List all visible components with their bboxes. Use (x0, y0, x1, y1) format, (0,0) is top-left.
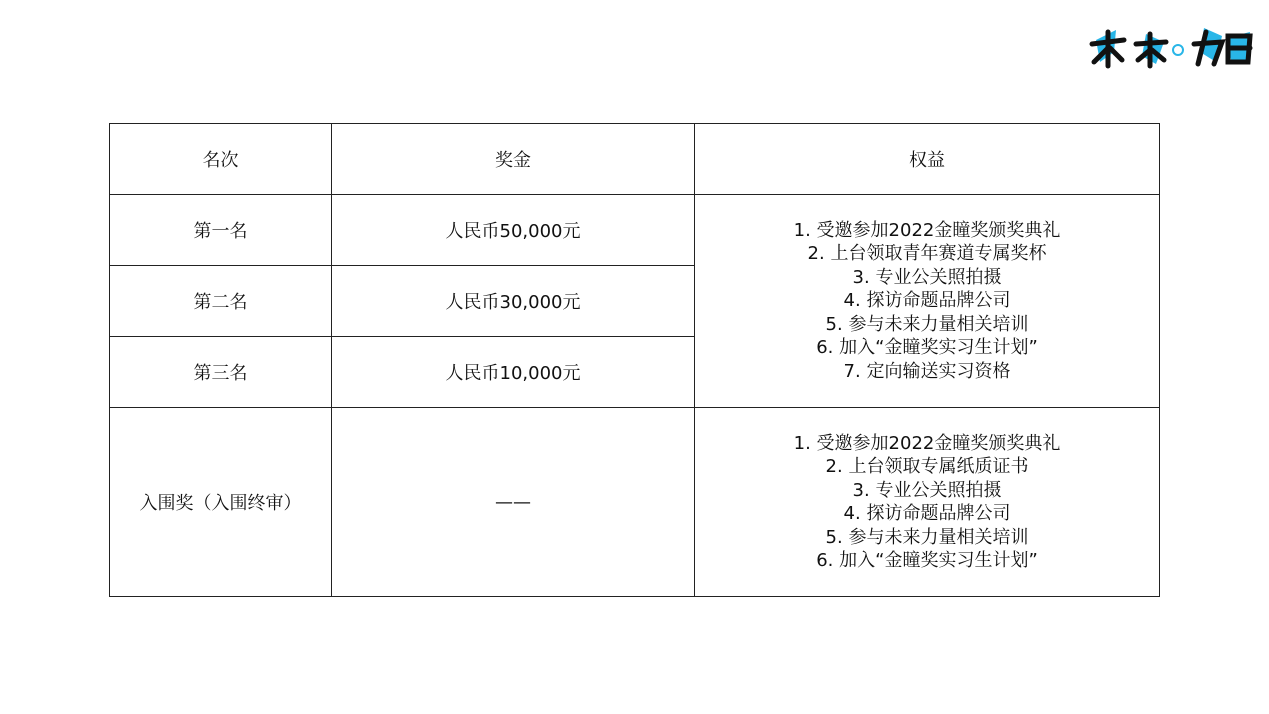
benefit-item: 1. 受邀参加2022金瞳奖颁奖典礼 (793, 432, 1061, 454)
benefit-item: 1. 受邀参加2022金瞳奖颁奖典礼 (793, 219, 1061, 241)
benefit-item: 5. 参与未来力量相关培训 (825, 526, 1029, 548)
benefit-item: 7. 定向输送实习资格 (843, 360, 1011, 382)
prize-cell: 人民币30,000元 (332, 266, 695, 337)
benefit-item: 2. 上台领取专属纸质证书 (825, 456, 1029, 477)
benefit-item: 3. 专业公关照拍摄 (852, 479, 1002, 501)
benefit-item: 6. 加入“金瞳奖实习生计划” (816, 337, 1038, 359)
prize-cell (332, 408, 695, 597)
logo-graphic (1086, 22, 1256, 72)
benefit-item: 6. 加入“金瞳奖实习生计划” (816, 550, 1038, 571)
table-row (110, 195, 1160, 266)
awards-table (109, 123, 1160, 597)
future-power-logo (1086, 22, 1256, 72)
benefit-item: 3. 专业公关照拍摄 (852, 266, 1002, 288)
benefit-item: 4. 探访命题品牌公司 (843, 290, 1011, 312)
rank-cell: 第三名 (110, 337, 332, 408)
prize-cell: 人民币10,000元 (332, 337, 695, 408)
header-benefits: 权益 (695, 124, 1160, 195)
prize-cell: 人民币50,000元 (332, 195, 695, 266)
benefit-item: 2. 上台领取青年赛道专属奖杯 (807, 243, 1047, 265)
header-rank: 名次 (110, 124, 332, 195)
top-benefits-cell (695, 195, 1160, 408)
table-header-row (110, 124, 1160, 195)
table-row (110, 408, 1160, 597)
rank-cell: 入围奖（入围终审） (110, 408, 332, 597)
rank-cell: 第一名 (110, 195, 332, 266)
finalist-benefits-cell (695, 408, 1160, 597)
prize-dash: —— (495, 491, 531, 513)
header-prize: 奖金 (332, 124, 695, 195)
benefit-item: 5. 参与未来力量相关培训 (825, 313, 1029, 335)
rank-cell: 第二名 (110, 266, 332, 337)
benefit-item: 4. 探访命题品牌公司 (843, 503, 1011, 524)
